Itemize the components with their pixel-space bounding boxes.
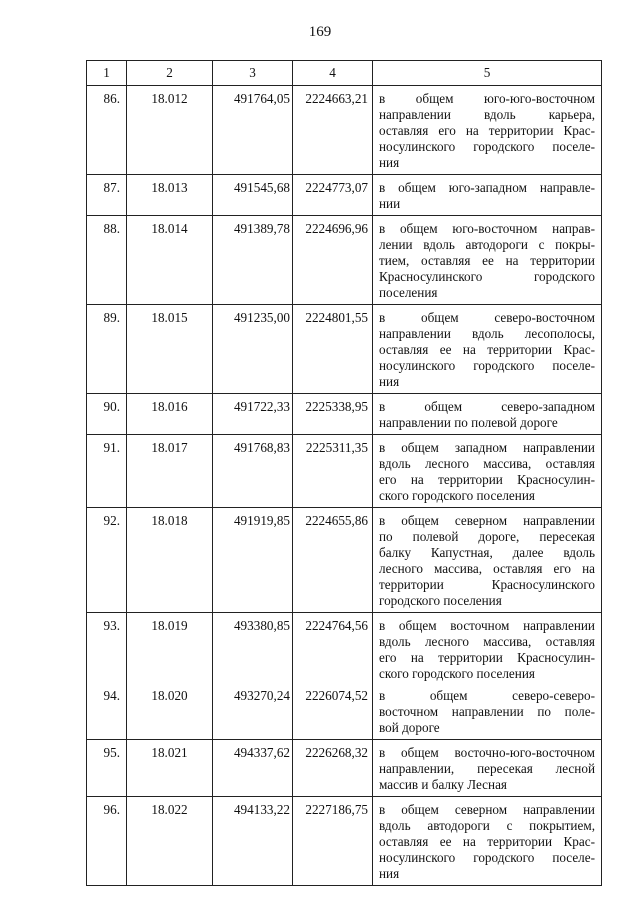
description-line: его на территории Красносулин- (379, 472, 595, 487)
point-number-cell: 91. (87, 435, 127, 508)
description-line: вой дороге (379, 720, 440, 735)
table-header-row (87, 61, 602, 86)
table-body (87, 86, 602, 886)
direction-description-cell (373, 685, 602, 740)
description-line: его на территории Красносулин- (379, 650, 595, 665)
description-line: в общем западном направлении (379, 440, 595, 455)
point-code-cell: 18.020 (127, 685, 213, 740)
point-number-cell: 88. (87, 216, 127, 305)
point-number-cell: 90. (87, 394, 127, 435)
y-coordinate-cell: 2224764,56 (293, 613, 373, 686)
direction-description-cell (373, 86, 602, 175)
page-number: 169 (308, 24, 332, 40)
point-number-cell: 92. (87, 508, 127, 613)
point-number-cell: 86. (87, 86, 127, 175)
point-code-cell: 18.021 (127, 740, 213, 797)
y-coordinate-cell: 2225311,35 (293, 435, 373, 508)
y-coordinate-cell: 2227186,75 (293, 797, 373, 886)
description-line: в общем северо-восточном (379, 310, 595, 325)
description-line: в общем восточно-юго-восточном (379, 745, 595, 760)
y-coordinate-cell: 2224696,96 (293, 216, 373, 305)
table-row (87, 86, 602, 175)
description-line: вдоль лесного массива, оставляя (379, 634, 595, 649)
description-line: в общем юго-западном направле- (379, 180, 595, 195)
table-row (87, 394, 602, 435)
description-line: городского поселения (379, 593, 502, 608)
description-line: направлении, пересекая лесной (379, 761, 595, 776)
table-row (87, 216, 602, 305)
description-line: в общем юго-восточном направ- (379, 221, 595, 236)
description-line: в общем северном направлении (379, 802, 595, 817)
y-coordinate-cell: 2224801,55 (293, 305, 373, 394)
x-coordinate-cell: 494133,22 (213, 797, 293, 886)
description-line: в общем юго-юго-восточном (379, 91, 595, 106)
description-line: направлении вдоль карьера, (379, 107, 595, 122)
direction-description-cell (373, 740, 602, 797)
description-line: направлении вдоль лесополосы, (379, 326, 595, 341)
description-line: в общем восточном направлении (379, 618, 595, 633)
point-code-cell: 18.022 (127, 797, 213, 886)
point-code-cell: 18.018 (127, 508, 213, 613)
x-coordinate-cell: 491764,05 (213, 86, 293, 175)
point-code-cell: 18.019 (127, 613, 213, 686)
description-line: ния (379, 866, 400, 881)
direction-description-cell (373, 216, 602, 305)
description-line: ского городского поселения (379, 488, 535, 503)
x-coordinate-cell: 491919,85 (213, 508, 293, 613)
description-line: Красносулинского городского (379, 269, 595, 284)
point-code-cell: 18.017 (127, 435, 213, 508)
description-line: балку Капустная, далее вдоль (379, 545, 595, 560)
table-row (87, 613, 602, 686)
direction-description-cell (373, 797, 602, 886)
description-line: в общем северо-северо- (379, 688, 595, 703)
direction-description-cell (373, 175, 602, 216)
description-line: направлении по полевой дороге (379, 415, 558, 430)
point-code-cell: 18.016 (127, 394, 213, 435)
description-line: территории Красносулинского (379, 577, 595, 592)
x-coordinate-cell: 491389,78 (213, 216, 293, 305)
y-coordinate-cell: 2224773,07 (293, 175, 373, 216)
y-coordinate-cell: 2226268,32 (293, 740, 373, 797)
x-coordinate-cell: 494337,62 (213, 740, 293, 797)
description-line: в общем северо-западном (379, 399, 595, 414)
point-number-cell: 94. (87, 685, 127, 740)
description-line: в общем северном направлении (379, 513, 595, 528)
point-number-cell: 87. (87, 175, 127, 216)
description-line: оставляя ее на территории Крас- (379, 342, 595, 357)
point-number-cell: 93. (87, 613, 127, 686)
header-col-4: 4 (293, 61, 373, 86)
description-line: по полевой дороге, пересекая (379, 529, 595, 544)
y-coordinate-cell: 2224663,21 (293, 86, 373, 175)
description-line: оставляя ее на территории Крас- (379, 834, 595, 849)
description-line: поселения (379, 285, 438, 300)
description-line: носулинского городского поселе- (379, 850, 595, 865)
header-col-2: 2 (127, 61, 213, 86)
table-row (87, 508, 602, 613)
description-line: ния (379, 374, 400, 389)
description-line: восточном направлении по поле- (379, 704, 595, 719)
description-line: вдоль лесного массива, оставляя (379, 456, 595, 471)
y-coordinate-cell: 2224655,86 (293, 508, 373, 613)
description-line: носулинского городского поселе- (379, 139, 595, 154)
point-code-cell: 18.014 (127, 216, 213, 305)
x-coordinate-cell: 491768,83 (213, 435, 293, 508)
description-line: оставляя его на территории Крас- (379, 123, 595, 138)
direction-description-cell (373, 508, 602, 613)
header-col-1: 1 (87, 61, 127, 86)
table-row (87, 305, 602, 394)
table-row (87, 797, 602, 886)
direction-description-cell (373, 305, 602, 394)
point-code-cell: 18.015 (127, 305, 213, 394)
point-number-cell: 95. (87, 740, 127, 797)
header-col-5: 5 (373, 61, 602, 86)
table-row (87, 435, 602, 508)
x-coordinate-cell: 491235,00 (213, 305, 293, 394)
boundary-points-table (86, 60, 602, 886)
description-line: нии (379, 196, 401, 211)
description-line: тием, оставляя ее на территории (379, 253, 595, 268)
description-line: ния (379, 155, 400, 170)
description-line: массив и балку Лесная (379, 777, 507, 792)
x-coordinate-cell: 493270,24 (213, 685, 293, 740)
x-coordinate-cell: 491545,68 (213, 175, 293, 216)
point-code-cell: 18.012 (127, 86, 213, 175)
description-line: лении вдоль автодороги с покры- (379, 237, 595, 252)
x-coordinate-cell: 493380,85 (213, 613, 293, 686)
point-number-cell: 89. (87, 305, 127, 394)
direction-description-cell (373, 435, 602, 508)
point-number-cell: 96. (87, 797, 127, 886)
description-line: лесного массива, оставляя его на (379, 561, 595, 576)
y-coordinate-cell: 2225338,95 (293, 394, 373, 435)
header-col-3: 3 (213, 61, 293, 86)
description-line: носулинского городского поселе- (379, 358, 595, 373)
point-code-cell: 18.013 (127, 175, 213, 216)
direction-description-cell (373, 613, 602, 686)
y-coordinate-cell: 2226074,52 (293, 685, 373, 740)
table-row (87, 175, 602, 216)
description-line: вдоль автодороги с покрытием, (379, 818, 595, 833)
x-coordinate-cell: 491722,33 (213, 394, 293, 435)
direction-description-cell (373, 394, 602, 435)
table-row (87, 685, 602, 740)
table-row (87, 740, 602, 797)
description-line: ского городского поселения (379, 666, 535, 681)
